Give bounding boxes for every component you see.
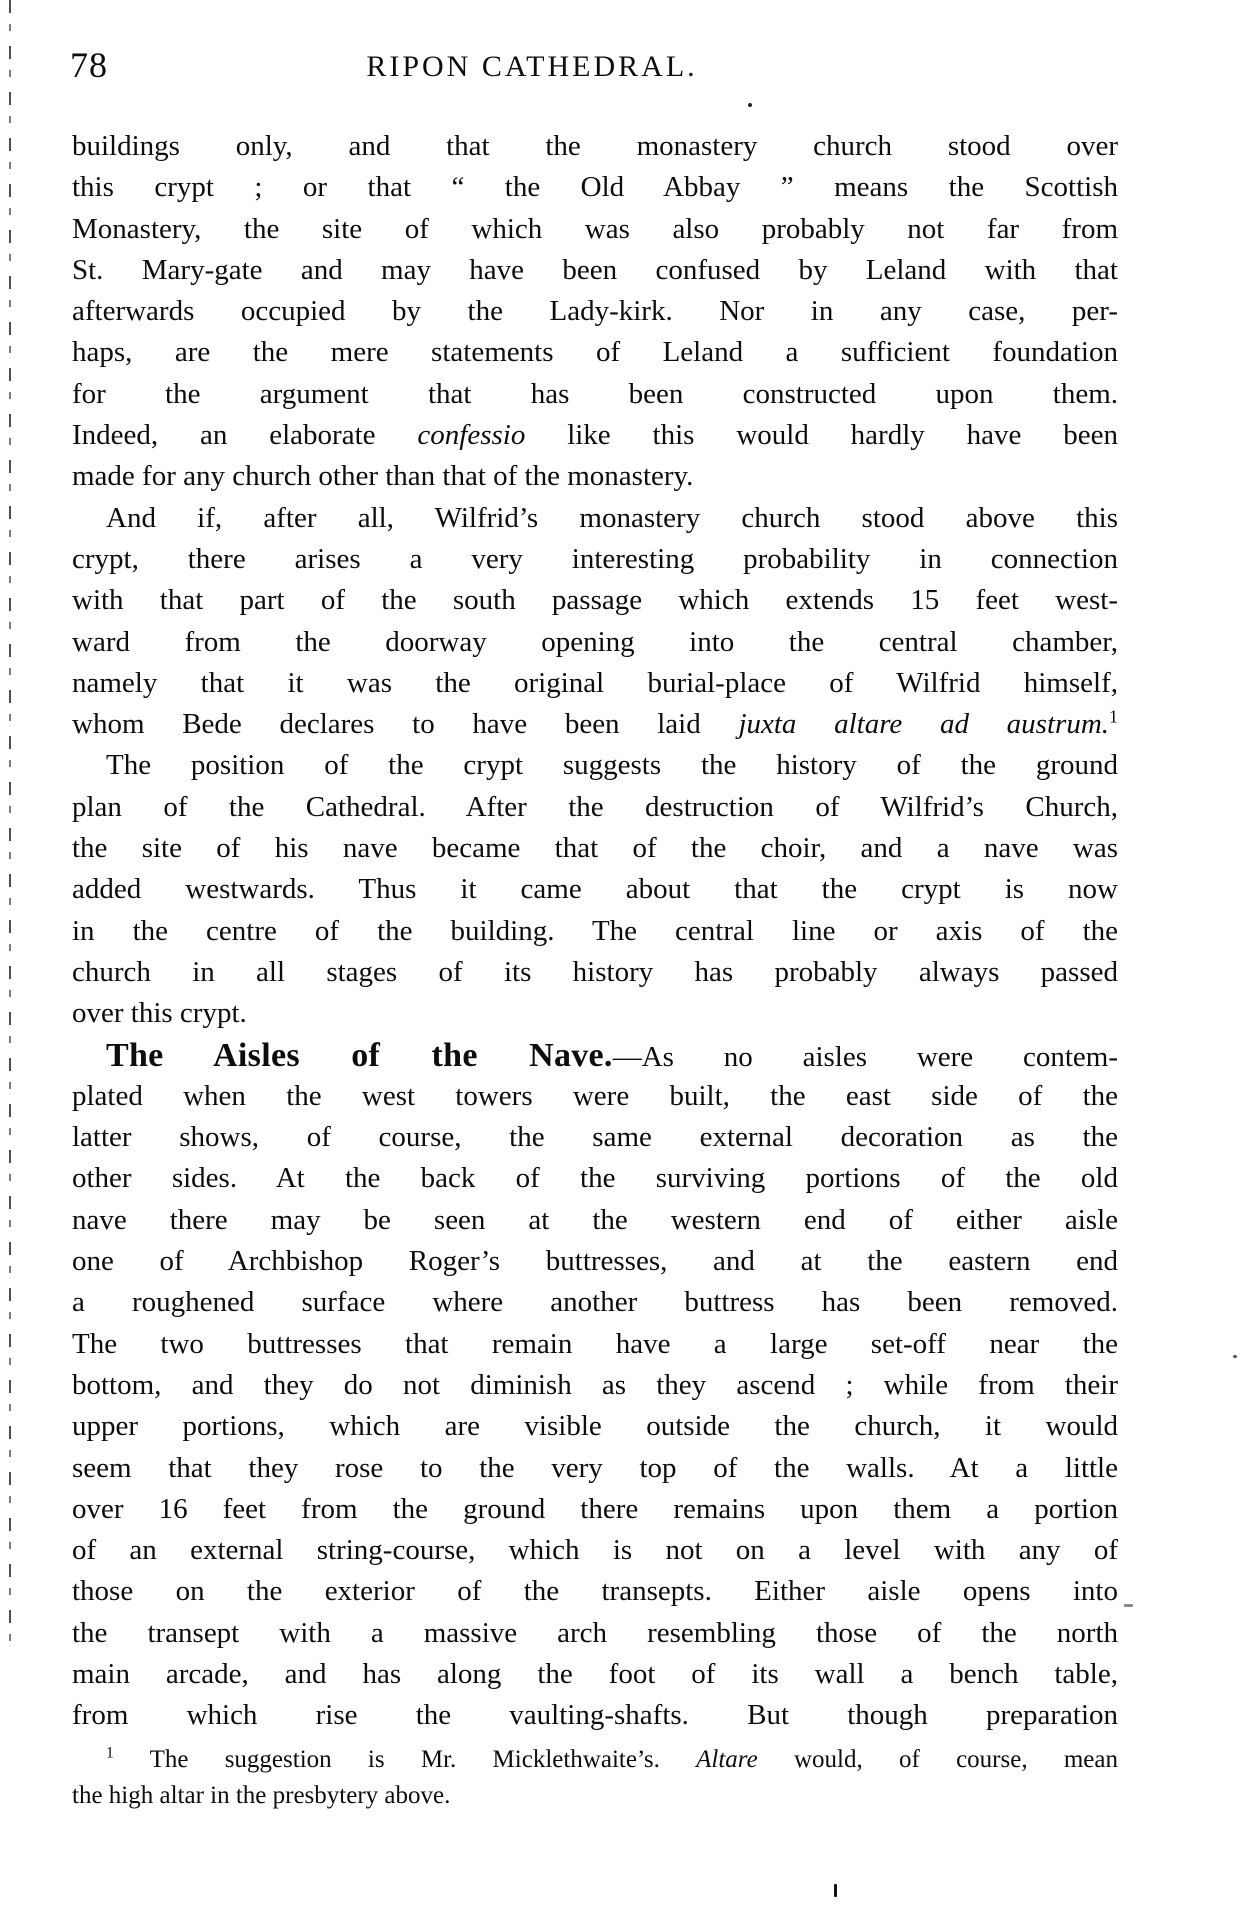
text-run: latter shows, of course, the same external decoration as the — [72, 1121, 1118, 1154]
text-line — [72, 291, 1118, 332]
text-run: upper portions, which are visible outside the church, it would — [72, 1410, 1118, 1443]
text-line — [72, 1406, 1118, 1447]
text-line — [72, 1571, 1118, 1612]
text-run: ward from the doorway opening into the central chamber, — [72, 625, 1118, 658]
text-run: over 16 feet from the ground there remains upon them a portion — [72, 1492, 1118, 1525]
text-line — [72, 209, 1118, 250]
text-run: the high altar in the presbytery above. — [72, 1782, 451, 1809]
text-run: seem that they rose to the very top of the walls. At a little — [72, 1451, 1118, 1484]
text-run: haps, are the mere statements of Leland a sufficient foundation — [72, 336, 1118, 369]
text-run: the transept with a massive arch resembling those of the north — [72, 1616, 1118, 1649]
text-line — [72, 126, 1118, 167]
text-run: added westwards. Thus it came about that the crypt is now — [72, 873, 1118, 906]
text-line — [72, 498, 1118, 539]
text-run: plan of the Cathedral. After the destruction of Wilfrid’s Church, — [72, 790, 1118, 823]
text-run: the site of his nave became that of the choir, and a nave was — [72, 832, 1118, 865]
text-run: in the centre of the building. The central line or axis of the — [72, 914, 1118, 947]
italic-text: Altare — [696, 1746, 758, 1773]
text-line — [72, 911, 1118, 952]
text-line — [72, 1489, 1118, 1530]
text-line — [72, 1530, 1118, 1571]
text-line — [72, 1035, 1118, 1076]
text-line — [72, 1324, 1118, 1365]
italic-text: juxta altare ad austrum. — [738, 708, 1110, 741]
text-run: crypt, there arises a very interesting probability in connection — [72, 542, 1118, 575]
text-run: of an external string-course, which is not on a level with any of — [72, 1534, 1118, 1567]
superscript-ref: 1 — [1109, 706, 1118, 727]
text-line — [72, 1654, 1118, 1695]
body-text-block — [72, 126, 1118, 1737]
text-run: The suggestion is Mr. Micklethwaite’s. — [113, 1746, 697, 1773]
text-line — [72, 332, 1118, 373]
text-run: bottom, and they do not diminish as they ascend ; while from their — [72, 1368, 1118, 1401]
text-line — [72, 663, 1118, 704]
text-line — [72, 704, 1118, 745]
running-header-title: RIPON CATHEDRAL. — [366, 50, 698, 83]
text-line — [72, 1158, 1118, 1199]
section-heading: The Aisles of the Nave. — [106, 1036, 613, 1074]
text-run: And if, after all, Wilfrid’s monastery church stood above this — [106, 501, 1118, 534]
text-run: buildings only, and that the monastery church stood over — [72, 130, 1118, 162]
text-line — [72, 415, 1118, 456]
text-line — [72, 1282, 1118, 1323]
text-run: for the argument that has been constructed upon them. — [72, 377, 1118, 410]
text-run: over this crypt. — [72, 997, 247, 1030]
page-number: 78 — [70, 45, 108, 85]
text-line — [72, 1365, 1118, 1406]
text-run: afterwards occupied by the Lady-kirk. Nor in any case, per- — [72, 295, 1118, 328]
text-run: St. Mary-gate and may have been confused by Leland with that — [72, 253, 1118, 286]
text-run: a roughened surface where another buttress has been removed. — [72, 1286, 1118, 1319]
text-line — [72, 993, 1118, 1034]
scan-binding-edge-line — [9, 0, 11, 1650]
text-line — [72, 622, 1118, 663]
text-line — [72, 580, 1118, 621]
text-run: —As no aisles were contem- — [612, 1040, 1118, 1073]
text-run: whom Bede declares to have been laid — [72, 708, 739, 741]
text-run: Indeed, an elaborate — [72, 419, 418, 452]
text-line — [72, 1241, 1118, 1282]
text-run: from which rise the vaulting-shafts. But though preparation — [72, 1699, 1118, 1732]
italic-text: confessio — [417, 419, 526, 452]
text-run: main arcade, and has along the foot of its wall a bench table, — [72, 1657, 1118, 1690]
scan-speck — [834, 1884, 837, 1897]
text-line — [72, 539, 1118, 580]
text-line — [72, 745, 1118, 786]
text-line — [72, 374, 1118, 415]
text-run: other sides. At the back of the surviving portions of the old — [72, 1162, 1118, 1195]
text-line — [72, 1778, 1118, 1814]
text-line — [72, 1200, 1118, 1241]
superscript-ref: 1 — [106, 1744, 114, 1762]
text-line — [72, 167, 1118, 208]
text-run: this crypt ; or that “ the Old Abbay ” means the Scottish — [72, 171, 1118, 204]
text-line — [72, 1742, 1118, 1778]
text-run: made for any church other than that of the monastery. — [72, 460, 694, 493]
text-line — [72, 1448, 1118, 1489]
text-line — [72, 1613, 1118, 1654]
text-line — [72, 250, 1118, 291]
text-line — [72, 1117, 1118, 1158]
text-run: plated when the west towers were built, the east side of the — [72, 1079, 1118, 1112]
scan-speck — [1124, 1604, 1133, 1607]
text-run: namely that it was the original burial-place of Wilfrid himself, — [72, 666, 1118, 699]
text-line — [72, 952, 1118, 993]
text-run: one of Archbishop Roger’s buttresses, and at the eastern end — [72, 1245, 1118, 1278]
text-run: The two buttresses that remain have a large set-off near the — [72, 1327, 1118, 1360]
text-run: those on the exterior of the transepts. Either aisle opens into — [72, 1575, 1118, 1608]
text-line — [72, 456, 1118, 497]
text-line — [72, 869, 1118, 910]
text-line — [72, 1076, 1118, 1117]
text-run: with that part of the south passage which extends 15 feet west- — [72, 584, 1118, 617]
text-run: The position of the crypt suggests the history of the ground — [106, 749, 1118, 782]
text-line — [72, 1695, 1118, 1736]
scan-speck — [1233, 1355, 1237, 1358]
scan-speck — [748, 103, 752, 107]
footnote-block — [72, 1742, 1118, 1814]
text-run: church in all stages of its history has probably always passed — [72, 955, 1118, 988]
text-run: Monastery, the site of which was also probably not far from — [72, 212, 1118, 245]
text-line — [72, 828, 1118, 869]
text-run: nave there may be seen at the western end of either aisle — [72, 1203, 1118, 1236]
text-run: would, of course, mean — [757, 1746, 1118, 1773]
text-run: like this would hardly have been — [525, 419, 1118, 452]
text-line — [72, 787, 1118, 828]
